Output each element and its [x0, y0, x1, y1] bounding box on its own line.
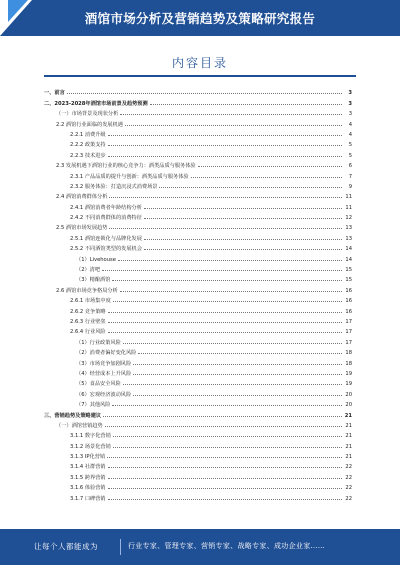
toc-entry-title: 2.4.2 不同消费群体的消费特征 [70, 215, 142, 222]
toc-leader-dots [120, 291, 342, 292]
toc-entry[interactable] [44, 128, 352, 138]
toc-entry-title: 3.1.7 口碑营销 [70, 495, 106, 502]
toc-entry[interactable] [44, 221, 352, 231]
toc-entry-title: （5）食品安全风险 [76, 381, 121, 388]
toc-entry[interactable] [44, 398, 352, 408]
toc-entry[interactable] [44, 138, 352, 148]
toc-leader-dots [118, 260, 342, 261]
toc-entry[interactable] [44, 408, 352, 418]
toc-leader-dots [108, 156, 342, 157]
toc-leader-dots [109, 228, 342, 229]
toc-entry-page: 16 [345, 298, 352, 305]
toc-entry-page: 9 [348, 183, 352, 190]
toc-entry-title: 2.3.1 产品品质的提升与创新：酒类品质与服务体验 [70, 173, 189, 180]
toc-entry-page: 21 [344, 412, 352, 419]
toc-entry-page: 14 [345, 256, 352, 263]
toc-leader-dots [159, 187, 342, 188]
toc-entry-page: 6 [348, 163, 352, 170]
toc-entry-page: 21 [345, 433, 352, 440]
toc-entry-page: 11 [345, 194, 352, 201]
toc-leader-dots [150, 104, 342, 105]
toc-entry-title: 2.4 酒馆消费群体分析 [56, 194, 108, 201]
toc-leader-dots [108, 499, 342, 500]
toc-entry-page: 3 [348, 90, 352, 97]
toc-entry[interactable] [44, 481, 352, 491]
toc-leader-dots [120, 114, 342, 115]
toc-entry-page: 5 [348, 152, 352, 159]
toc-leader-dots [67, 93, 342, 94]
top-banner [0, 0, 400, 36]
toc-entry[interactable] [44, 346, 352, 356]
toc-entry[interactable] [44, 325, 352, 335]
toc-leader-dots [108, 135, 342, 136]
toc-leader-dots [112, 405, 342, 406]
toc-leader-dots [123, 343, 342, 344]
toc-entry-page: 19 [345, 370, 352, 377]
toc-entry-page: 3 [348, 100, 352, 107]
toc-entry-title: （1）Livehouse [76, 256, 116, 263]
toc-entry[interactable] [44, 429, 352, 439]
toc-entry[interactable] [44, 273, 352, 283]
toc-leader-dots [108, 467, 342, 468]
toc-entry-title: 2.2.2 政策支持 [70, 142, 106, 149]
toc-entry-title: （一）市场背景及现状分析 [56, 111, 119, 118]
toc-entry-title: 三、营销趋势及策略建议 [44, 412, 102, 419]
toc-entry-title: （2）消费者偏好变化风险 [76, 350, 137, 357]
toc-entry-title: （1）行业政策风险 [76, 339, 121, 346]
toc-entry-page: 22 [345, 474, 352, 481]
toc-heading: 内容目录 [171, 56, 228, 70]
toc-entry-page: 20 [345, 402, 352, 409]
toc-leader-dots [133, 374, 342, 375]
toc-entry[interactable] [44, 107, 352, 117]
toc-entry-title: 2.5.1 酒馆连锁化与品牌化发展 [70, 235, 142, 242]
toc-entry-page: 21 [345, 443, 352, 450]
toc-entry-title: 2.5 酒馆市场发展趋势 [56, 225, 108, 232]
toc-entry-title: 2.2.1 消费升级 [70, 131, 106, 138]
toc-divider [44, 75, 356, 77]
toc-entry-title: 3.1.5 跨界营销 [70, 474, 106, 481]
toc-entry-page: 16 [345, 308, 352, 315]
toc-leader-dots [102, 270, 342, 271]
toc-entry[interactable] [44, 387, 352, 397]
toc-leader-dots [108, 488, 342, 489]
toc-entry-title: 二、2023-2028年酒馆市场前景及趋势预测 [44, 100, 148, 107]
toc-leader-dots [123, 384, 342, 385]
footer-divider [120, 539, 121, 555]
toc-entry[interactable] [44, 335, 352, 345]
toc-entry[interactable] [44, 169, 352, 179]
toc-entry-page: 22 [345, 495, 352, 502]
toc-leader-dots [113, 436, 342, 437]
toc-entry[interactable] [44, 367, 352, 377]
toc-leader-dots [144, 239, 342, 240]
toc-entry-title: （3）市场竞争加剧风险 [76, 360, 132, 367]
toc-entry-page: 4 [348, 131, 352, 138]
toc-entry[interactable] [44, 180, 352, 190]
toc-entry[interactable] [44, 491, 352, 501]
footer-slogan: 让每个人都能成为 [34, 542, 98, 551]
toc-leader-dots [133, 364, 342, 365]
toc-entry[interactable] [44, 159, 352, 169]
toc-entry-page: 18 [345, 360, 352, 367]
toc-entry-page: 22 [345, 464, 352, 471]
toc-entry-page: 21 [345, 422, 352, 429]
toc-leader-dots [144, 218, 342, 219]
toc-leader-dots [125, 125, 342, 126]
toc-entry-title: 2.2 酒馆行业面临的发展机遇 [56, 121, 123, 128]
toc-entry-page: 7 [348, 173, 352, 180]
toc-entry-title: 2.3.2 服务体验：打造沉浸式消费场景 [70, 183, 158, 190]
toc-entry[interactable] [44, 450, 352, 460]
toc-entry-page: 22 [345, 485, 352, 492]
toc-entry-page: 16 [345, 287, 352, 294]
toc-entry-title: 2.4.1 酒馆消费者年龄结构分析 [70, 204, 142, 211]
toc-entry-page: 15 [345, 267, 352, 274]
toc-leader-dots [113, 447, 342, 448]
toc-entry-page: 14 [345, 246, 352, 253]
toc-entry-page: 19 [345, 381, 352, 388]
toc-entry[interactable] [44, 263, 352, 273]
toc-entry-title: 2.2.3 技术进步 [70, 152, 106, 159]
toc-entry-title: （7）其他风险 [76, 402, 111, 409]
toc-entry[interactable] [44, 439, 352, 449]
toc-entry-page: 5 [348, 142, 352, 149]
toc-entry[interactable] [44, 356, 352, 366]
toc-entry-title: 2.3 发展机遇下酒馆行业的核心竞争力：酒类品质与服务体验 [56, 163, 196, 170]
toc-leader-dots [105, 426, 342, 427]
toc-entry-title: （3）精酿酒馆 [76, 277, 111, 284]
bottom-banner [0, 529, 400, 565]
toc-entry-title: 3.1.3 IP化营销 [70, 454, 106, 461]
toc-leader-dots [109, 197, 342, 198]
toc-entry[interactable] [44, 190, 352, 200]
toc-leader-dots [108, 332, 342, 333]
toc-entry[interactable] [44, 231, 352, 241]
toc-entry[interactable] [44, 470, 352, 480]
toc-entry[interactable] [44, 86, 352, 96]
toc-entry-title: 2.5.2 不同酒馆类型的发展机会 [70, 246, 142, 253]
table-of-contents [44, 86, 352, 502]
toc-entry-title: 3.1.4 社群营销 [70, 464, 106, 471]
toc-entry[interactable] [44, 377, 352, 387]
toc-entry-title: 2.6.1 市场集中度 [70, 298, 111, 305]
toc-entry-page: 17 [345, 339, 352, 346]
toc-entry-page: 17 [345, 329, 352, 336]
toc-leader-dots [191, 177, 342, 178]
toc-leader-dots [113, 301, 342, 302]
footer-tagline: 行业专家、管理专家、营销专家、战略专家、成功企业家…… [128, 542, 326, 550]
toc-leader-dots [108, 478, 342, 479]
toc-entry[interactable] [44, 148, 352, 158]
toc-entry-page: 12 [345, 215, 352, 222]
toc-leader-dots [108, 312, 342, 313]
toc-entry-page: 3 [348, 111, 352, 118]
toc-entry-title: 2.6 酒馆市场竞争格局分析 [56, 287, 118, 294]
toc-leader-dots [138, 353, 342, 354]
toc-leader-dots [103, 416, 342, 417]
toc-entry[interactable] [44, 242, 352, 252]
document-title: 酒馆市场分析及营销趋势及策略研究报告 [84, 11, 316, 26]
toc-entry[interactable] [44, 283, 352, 293]
toc-entry[interactable] [44, 460, 352, 470]
toc-entry[interactable] [44, 304, 352, 314]
toc-entry-title: 2.6.2 竞争策略 [70, 308, 106, 315]
toc-entry-page: 20 [345, 391, 352, 398]
toc-entry-page: 4 [348, 121, 352, 128]
toc-entry[interactable] [44, 315, 352, 325]
toc-entry-page: 15 [345, 277, 352, 284]
toc-leader-dots [144, 208, 342, 209]
toc-leader-dots [198, 166, 342, 167]
toc-leader-dots [133, 395, 342, 396]
toc-entry-title: 2.6.3 行业壁垒 [70, 318, 106, 325]
toc-entry[interactable] [44, 252, 352, 262]
toc-entry-title: （4）经营成本上升风险 [76, 370, 132, 377]
toc-entry[interactable] [44, 96, 352, 106]
toc-entry-page: 13 [345, 235, 352, 242]
toc-entry[interactable] [44, 117, 352, 127]
toc-leader-dots [107, 457, 342, 458]
toc-entry-title: 3.1.6 体验营销 [70, 485, 106, 492]
toc-leader-dots [108, 145, 342, 146]
toc-entry-title: （6）宏观经济波动风险 [76, 391, 132, 398]
toc-leader-dots [144, 249, 342, 250]
toc-entry[interactable] [44, 294, 352, 304]
toc-entry-page: 13 [345, 225, 352, 232]
toc-leader-dots [108, 322, 342, 323]
toc-entry-page: 18 [345, 350, 352, 357]
toc-entry[interactable] [44, 419, 352, 429]
toc-entry-title: 3.1.1 数字化营销 [70, 433, 111, 440]
toc-entry[interactable] [44, 200, 352, 210]
toc-entry-title: （2）清吧 [76, 267, 101, 274]
toc-entry-page: 17 [345, 318, 352, 325]
toc-entry-title: 2.6.4 行业风险 [70, 329, 106, 336]
toc-entry-page: 21 [345, 454, 352, 461]
toc-entry[interactable] [44, 211, 352, 221]
toc-entry-page: 11 [345, 204, 352, 211]
toc-entry-title: 3.1.2 场景化营销 [70, 443, 111, 450]
toc-entry-title: 一、前言 [44, 90, 65, 97]
toc-entry-title: （一）酒馆营销趋势 [56, 422, 103, 429]
toc-leader-dots [112, 280, 342, 281]
